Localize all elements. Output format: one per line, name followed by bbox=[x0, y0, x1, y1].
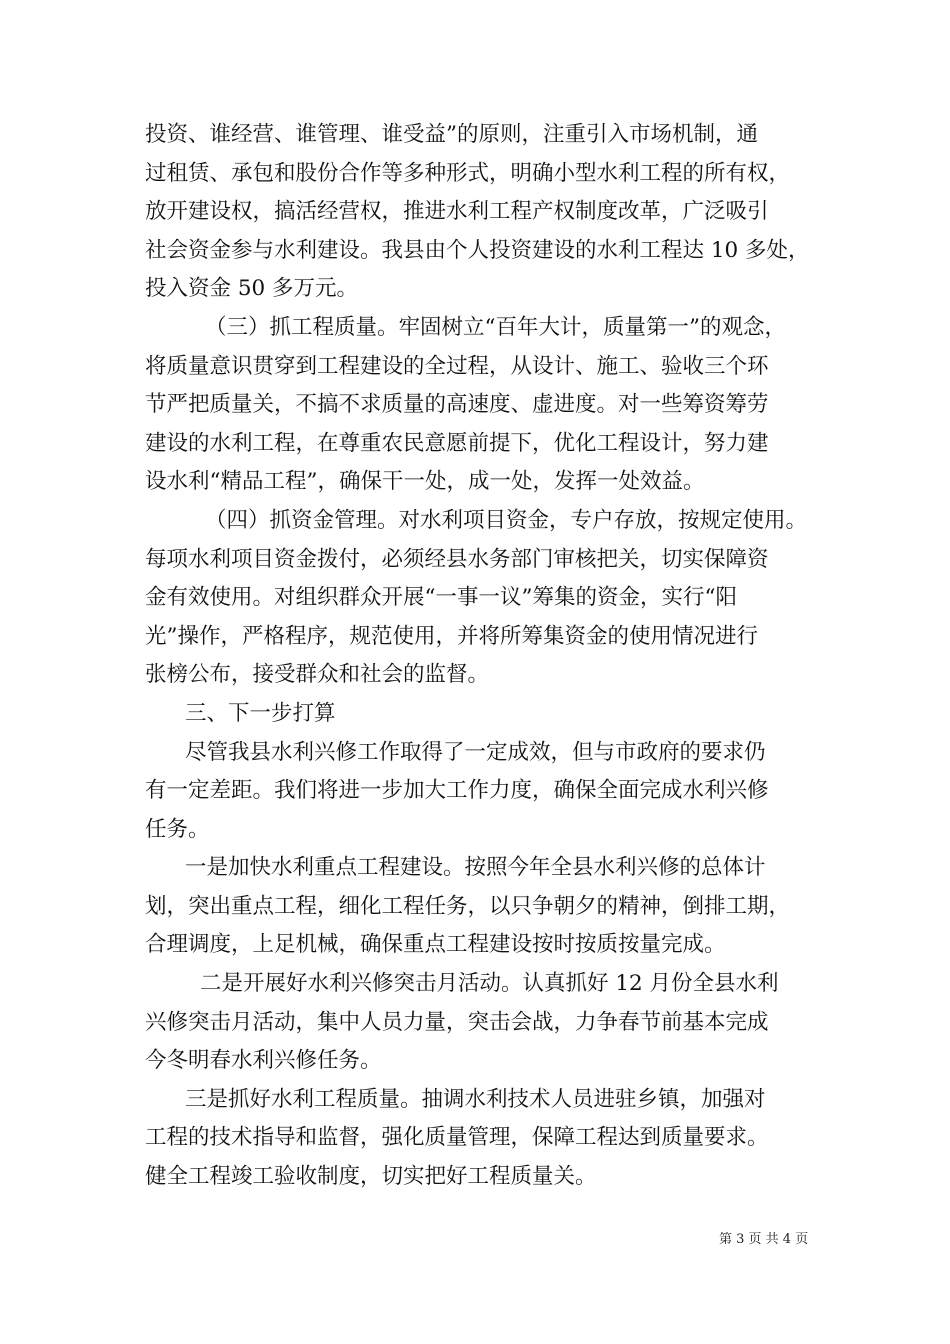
text-line: 金有效使用。对组织群众开展“一事一议”筹集的资金，实行“阳 bbox=[145, 585, 737, 611]
body-text bbox=[145, 116, 821, 1197]
paragraph-first-line: 尽管我县水利兴修工作取得了一定成效，但与市政府的要求仍 bbox=[185, 739, 766, 765]
page-number: 第 3 页 共 4 页 bbox=[719, 1232, 809, 1247]
text-line: 工程的技术指导和监督，强化质量管理，保障工程达到质量要求。 bbox=[145, 1125, 769, 1151]
paragraph-first-line: 三是抓好水利工程质量。抽调水利技术人员进驻乡镇，加强对 bbox=[185, 1086, 766, 1112]
text-line: 投入资金 50 多万元。 bbox=[145, 276, 359, 302]
paragraph-first-line: 一是加快水利重点工程建设。按照今年全县水利兴修的总体计 bbox=[185, 855, 766, 881]
text-line: 光”操作，严格程序，规范使用，并将所筹集资金的使用情况进行 bbox=[145, 623, 758, 649]
text-line: 张榜公布，接受群众和社会的监督。 bbox=[145, 662, 490, 688]
text-line: 今冬明春水利兴修任务。 bbox=[145, 1048, 382, 1074]
text-line: 每项水利项目资金拨付，必须经县水务部门审核把关，切实保障资 bbox=[145, 546, 769, 572]
text-line: 过租赁、承包和股份合作等多种形式，明确小型水利工程的所有权， bbox=[145, 160, 791, 186]
text-line: 合理调度，上足机械，确保重点工程建设按时按质按量完成。 bbox=[145, 932, 726, 958]
text-line: 有一定差距。我们将进一步加大工作力度，确保全面完成水利兴修 bbox=[145, 778, 769, 804]
text-line: 放开建设权，搞活经营权，推进水利工程产权制度改革，广泛吸引 bbox=[145, 199, 769, 225]
paragraph-first-line: 二是开展好水利兴修突击月活动。认真抓好 12 月份全县水利 bbox=[200, 971, 779, 997]
text-line: 投资、谁经营、谁管理、谁受益”的原则，注重引入市场机制，通 bbox=[145, 122, 758, 147]
text-line: 任务。 bbox=[145, 816, 210, 842]
text-line: 节严把质量关，不搞不求质量的高速度、虚进度。对一些筹资筹劳 bbox=[145, 392, 769, 418]
paragraph-first-line: （三）抓工程质量。牢固树立“百年大计，质量第一”的观念， bbox=[205, 314, 786, 340]
paragraph-first-line: （四）抓资金管理。对水利项目资金，专户存放，按规定使用。 bbox=[205, 507, 808, 533]
text-line: 兴修突击月活动，集中人员力量，突击会战，力争春节前基本完成 bbox=[145, 1009, 769, 1035]
text-line: 划，突出重点工程，细化工程任务，以只争朝夕的精神，倒排工期， bbox=[145, 893, 791, 919]
text-line: 社会资金参与水利建设。我县由个人投资建设的水利工程达 10 多处， bbox=[145, 237, 810, 263]
text-line: 将质量意识贯穿到工程建设的全过程，从设计、施工、验收三个环 bbox=[145, 353, 769, 379]
text-line: 健全工程竣工验收制度，切实把好工程质量关。 bbox=[145, 1164, 597, 1190]
text-line: 设水利“精品工程”，确保干一处，成一处，发挥一处效益。 bbox=[145, 469, 705, 495]
section-heading: 三、下一步打算 bbox=[185, 700, 336, 726]
text-line: 建设的水利工程，在尊重农民意愿前提下，优化工程设计，努力建 bbox=[145, 430, 769, 456]
